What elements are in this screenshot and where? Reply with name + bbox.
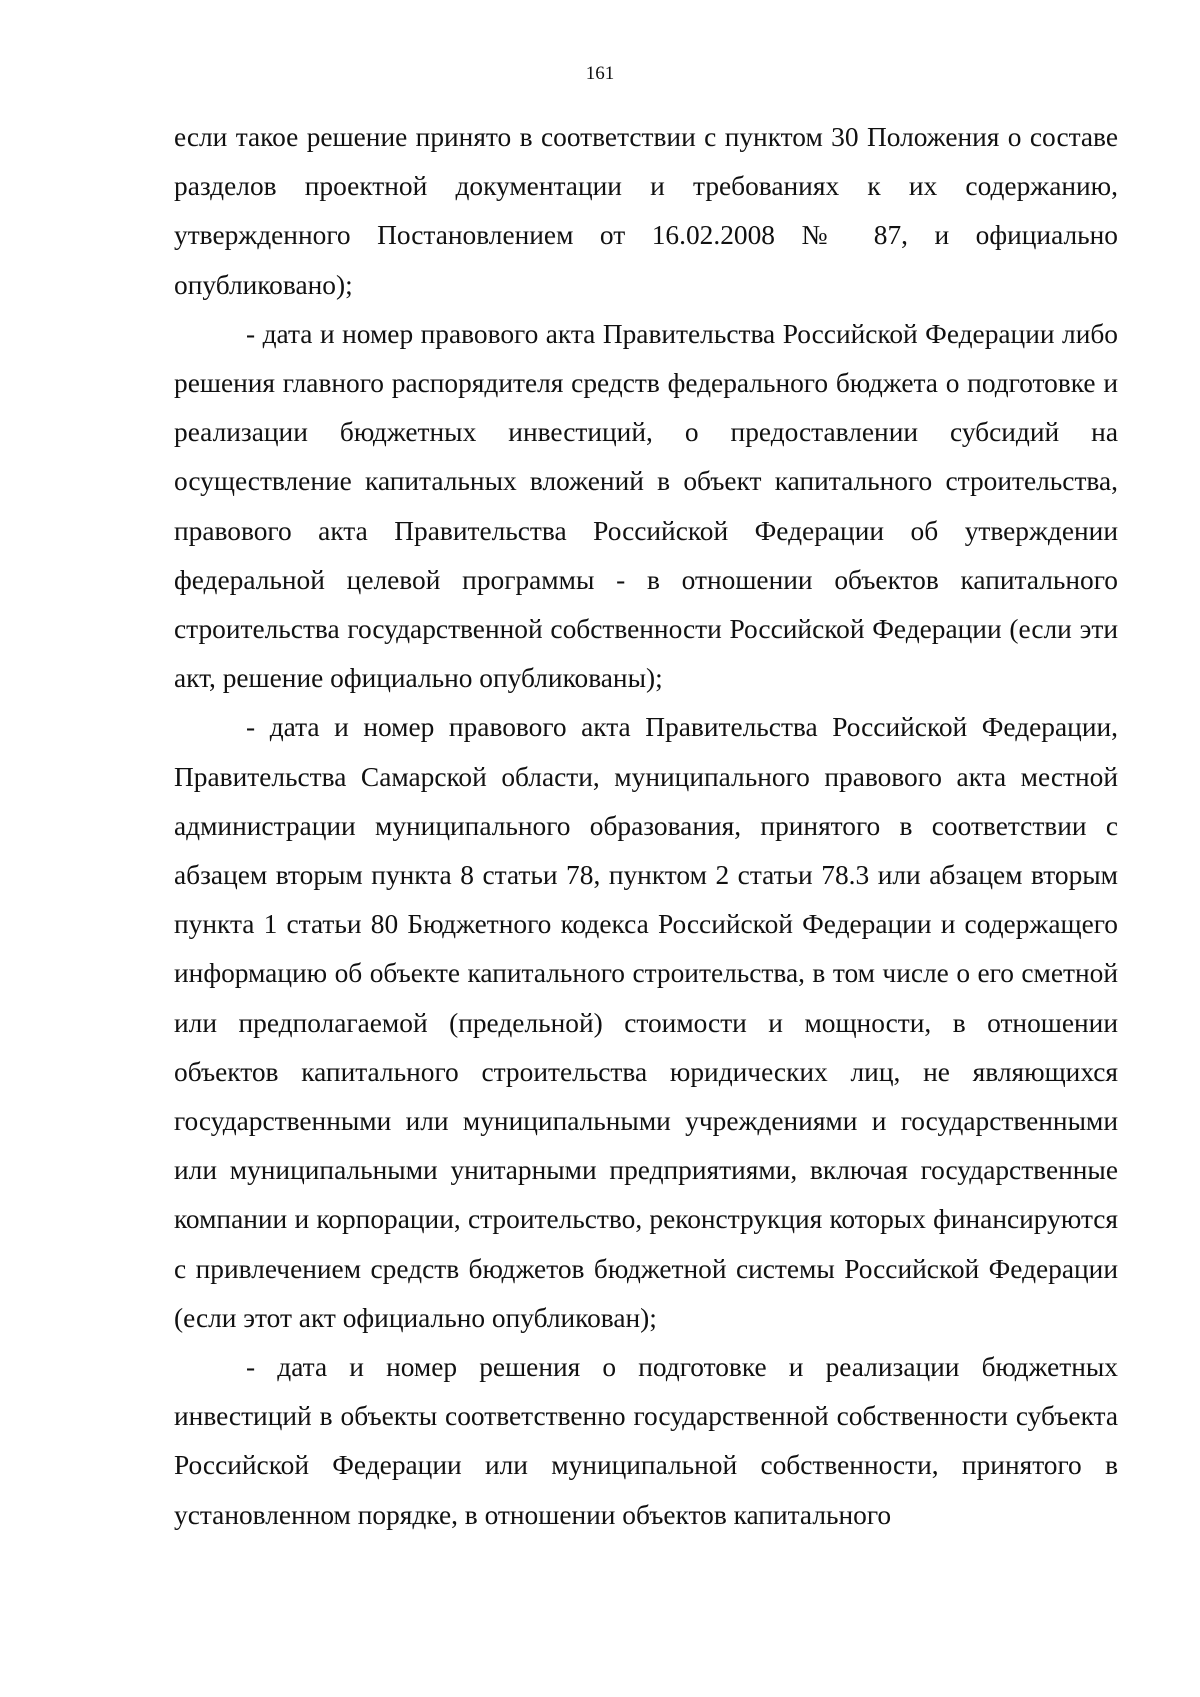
page-number: 161 <box>585 63 615 84</box>
document-body <box>174 113 1118 1540</box>
paragraph-1: если такое решение принято в соответствии с пунктом 30 Положения о составе разделов проектной документации и требованиях к их содержанию, утвержденного Постановлением от 16.02.2008 № 87, и официально опубликовано); <box>174 122 1118 300</box>
paragraph-2: - дата и номер правового акта Правительства Российской Федерации либо решения главного распорядителя средств федерального бюджета о подготовке и реализации бюджетных инвестиций, о предоставлении субсидий на осуществление капитальных вложений в объект капитального строительства, правового акта Правительства Российской Федерации об утверждении федеральной целевой программы - в отношении объектов капитального строительства государственной собственности Российской Федерации (если эти акт, решение официально опубликованы); <box>174 318 1118 694</box>
paragraph-3: - дата и номер правового акта Правительства Российской Федерации, Правительства Самарской области, муниципального правового акта местной администрации муниципального образования, принятого в соответствии с абзацем вторым пункта 8 статьи 78, пунктом 2 статьи 78.3 или абзацем вторым пункта 1 статьи 80 Бюджетного кодекса Российской Федерации и содержащего информацию об объекте капитального строительства, в том числе о его сметной или предполагаемой (предельной) стоимости и мощности, в отношении объектов капитального строительства юридических лиц, не являющихся государственными или муниципальными учреждениями и государственными или муниципальными унитарными предприятиями, включая государственные компании и корпорации, строительство, реконструкция которых финансируются с привлечением средств бюджетов бюджетной системы Российской Федерации (если этот акт официально опубликован); <box>174 712 1118 1333</box>
paragraph-4: - дата и номер решения о подготовке и реализации бюджетных инвестиций в объекты соответственно государственной собственности субъекта Российской Федерации или муниципальной собственности, принятого в установленном порядке, в отношении объектов капитального <box>174 1352 1118 1530</box>
